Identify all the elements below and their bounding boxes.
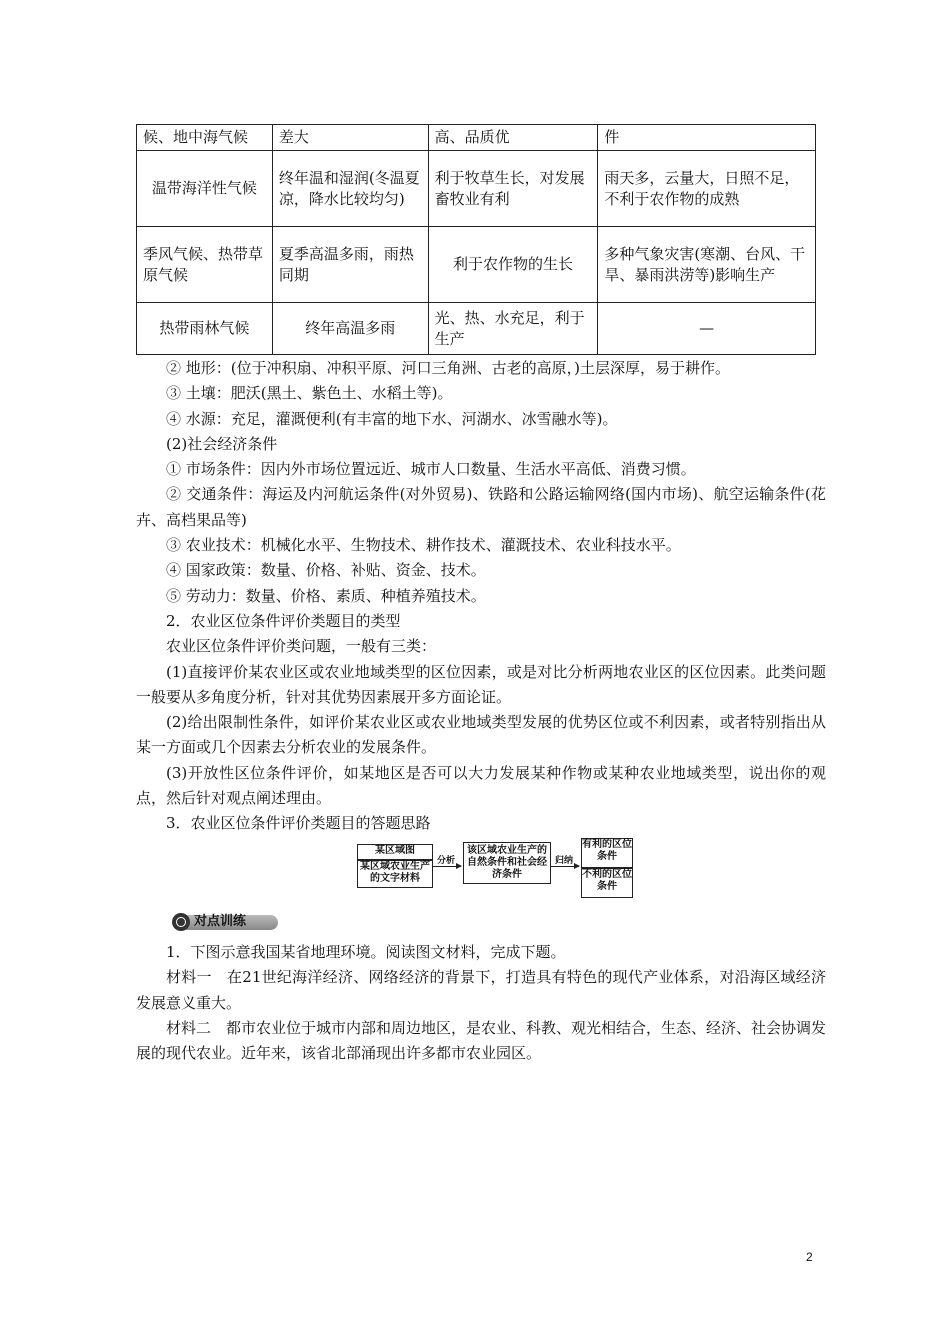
table-cell: 夏季高温多雨，雨热同期 <box>272 227 428 303</box>
table-cell: 光、热、水充足，利于生产 <box>428 303 598 355</box>
table-cell: 利于农作物的生长 <box>428 227 598 303</box>
paragraph: ③ 农业技术：机械化水平、生物技术、耕作技术、灌溉技术、农业科技水平。 <box>166 536 681 555</box>
paragraph: 农业区位条件评价类问题，一般有三类： <box>166 637 437 656</box>
paragraph: ⑤ 劳动力：数量、价格、素质、种植养殖技术。 <box>166 586 486 605</box>
target-icon <box>172 913 190 931</box>
paragraph: 材料二 都市农业位于城市内部和周边地区，是农业、科教、观光相结合，生态、经济、社会协调发展的现代农业。近年来，该省北部涌现出许多都市农业园区。 <box>136 1018 827 1063</box>
paragraph: ④ 水源：充足，灌溉便利(有丰富的地下水、河湖水、冰雪融水等)。 <box>166 409 618 428</box>
paragraph: 1．下图示意我国某省地理环境。阅读图文材料，完成下题。 <box>166 943 566 961</box>
table-cell: 高、品质优 <box>428 125 598 151</box>
paragraph: 材料一 在21世纪海洋经济、网络经济的背景下，打造具有特色的现代产业体系，对沿海区域经济发展意义重大。 <box>136 968 826 1012</box>
paragraph: (3)开放性区位条件评价，如某地区是否可以大力发展某种作物或某种农业地域类型，说出你的观点，然后针对观点阐述理由。 <box>136 763 826 808</box>
table-row <box>137 125 816 151</box>
table-row <box>137 303 816 355</box>
table-cell: 终年高温多雨 <box>272 303 428 355</box>
page-number: 2 <box>806 1250 813 1264</box>
climate-table <box>136 124 816 355</box>
table-cell: 差大 <box>272 125 428 151</box>
flow-label-summarize: 归纳 <box>555 856 574 866</box>
table-cell: 候、地中海气候 <box>137 125 273 151</box>
paragraph: ② 地形：(位于冲积扇、冲积平原、河口三角洲、古老的高原，)土层深厚，易于耕作。 <box>166 359 730 377</box>
body-text <box>136 356 826 837</box>
flow-box-conditions: 该区域农业生产的自然条件和社会经济条件 <box>463 842 551 884</box>
flow-box-source-map: 某区域图 <box>357 844 433 860</box>
table-cell: 多种气象灾害(寒潮、台风、干旱、暴雨洪涝等)影响生产 <box>598 227 816 303</box>
flow-box-unfavorable: 不利的区位条件 <box>581 868 633 898</box>
table-cell: 季风气候、热带草原气候 <box>137 227 273 303</box>
paragraph: ③ 土壤：肥沃(黑土、紫色土、水稻土等)。 <box>166 384 453 403</box>
table-cell: 温带海洋性气候 <box>137 151 273 227</box>
flow-label-analyze: 分析 <box>437 856 456 866</box>
table-row <box>137 227 816 303</box>
table-cell: 终年温和湿润(冬温夏凉，降水比较均匀) <box>272 151 428 227</box>
table-cell: 件 <box>598 125 816 151</box>
answer-flow-diagram <box>355 836 633 900</box>
paragraph: (2)给出限制性条件，如评价某农业区或农业地域类型发展的优势区位或不利因素，或者特别指出从某一方面或几个因素去分析农业的发展条件。 <box>136 713 826 757</box>
paragraph: ② 交通条件：海运及内河航运条件(对外贸易)、铁路和公路运输网络(国内市场)、航空运输条件(花卉、高档果品等) <box>136 485 826 529</box>
exercise-text <box>136 940 826 1066</box>
paragraph: ① 市场条件：因内外市场位置远近、城市人口数量、生活水平高低、消费习惯。 <box>166 460 696 479</box>
flow-arrow-summarize <box>551 866 579 867</box>
flow-box-source-text: 某区域农业生产的文字材料 <box>357 860 433 888</box>
section-badge <box>172 912 282 932</box>
flow-box-favorable: 有利的区位条件 <box>581 838 633 868</box>
table-cell: 利于牧草生长，对发展畜牧业有利 <box>428 151 598 227</box>
table-row <box>137 151 816 227</box>
paragraph: 2．农业区位条件评价类题目的类型 <box>166 611 401 630</box>
badge-label: 对点训练 <box>194 914 247 929</box>
table-cell: 雨天多，云量大，日照不足，不利于农作物的成熟 <box>598 151 816 227</box>
paragraph: ④ 国家政策：数量、价格、补贴、资金、技术。 <box>166 561 486 580</box>
flow-arrow-analyze <box>433 866 461 867</box>
paragraph: (2)社会经济条件 <box>166 434 278 453</box>
table-cell: — <box>598 303 816 355</box>
table-cell: 热带雨林气候 <box>137 303 273 355</box>
paragraph: (1)直接评价某农业区或农业地域类型的区位因素，或是对比分析两地农业区的区位因素。此类问题一般要从多角度分析，针对其优势因素展开多方面论证。 <box>136 662 826 706</box>
paragraph: 3．农业区位条件评价类题目的答题思路 <box>166 814 431 833</box>
